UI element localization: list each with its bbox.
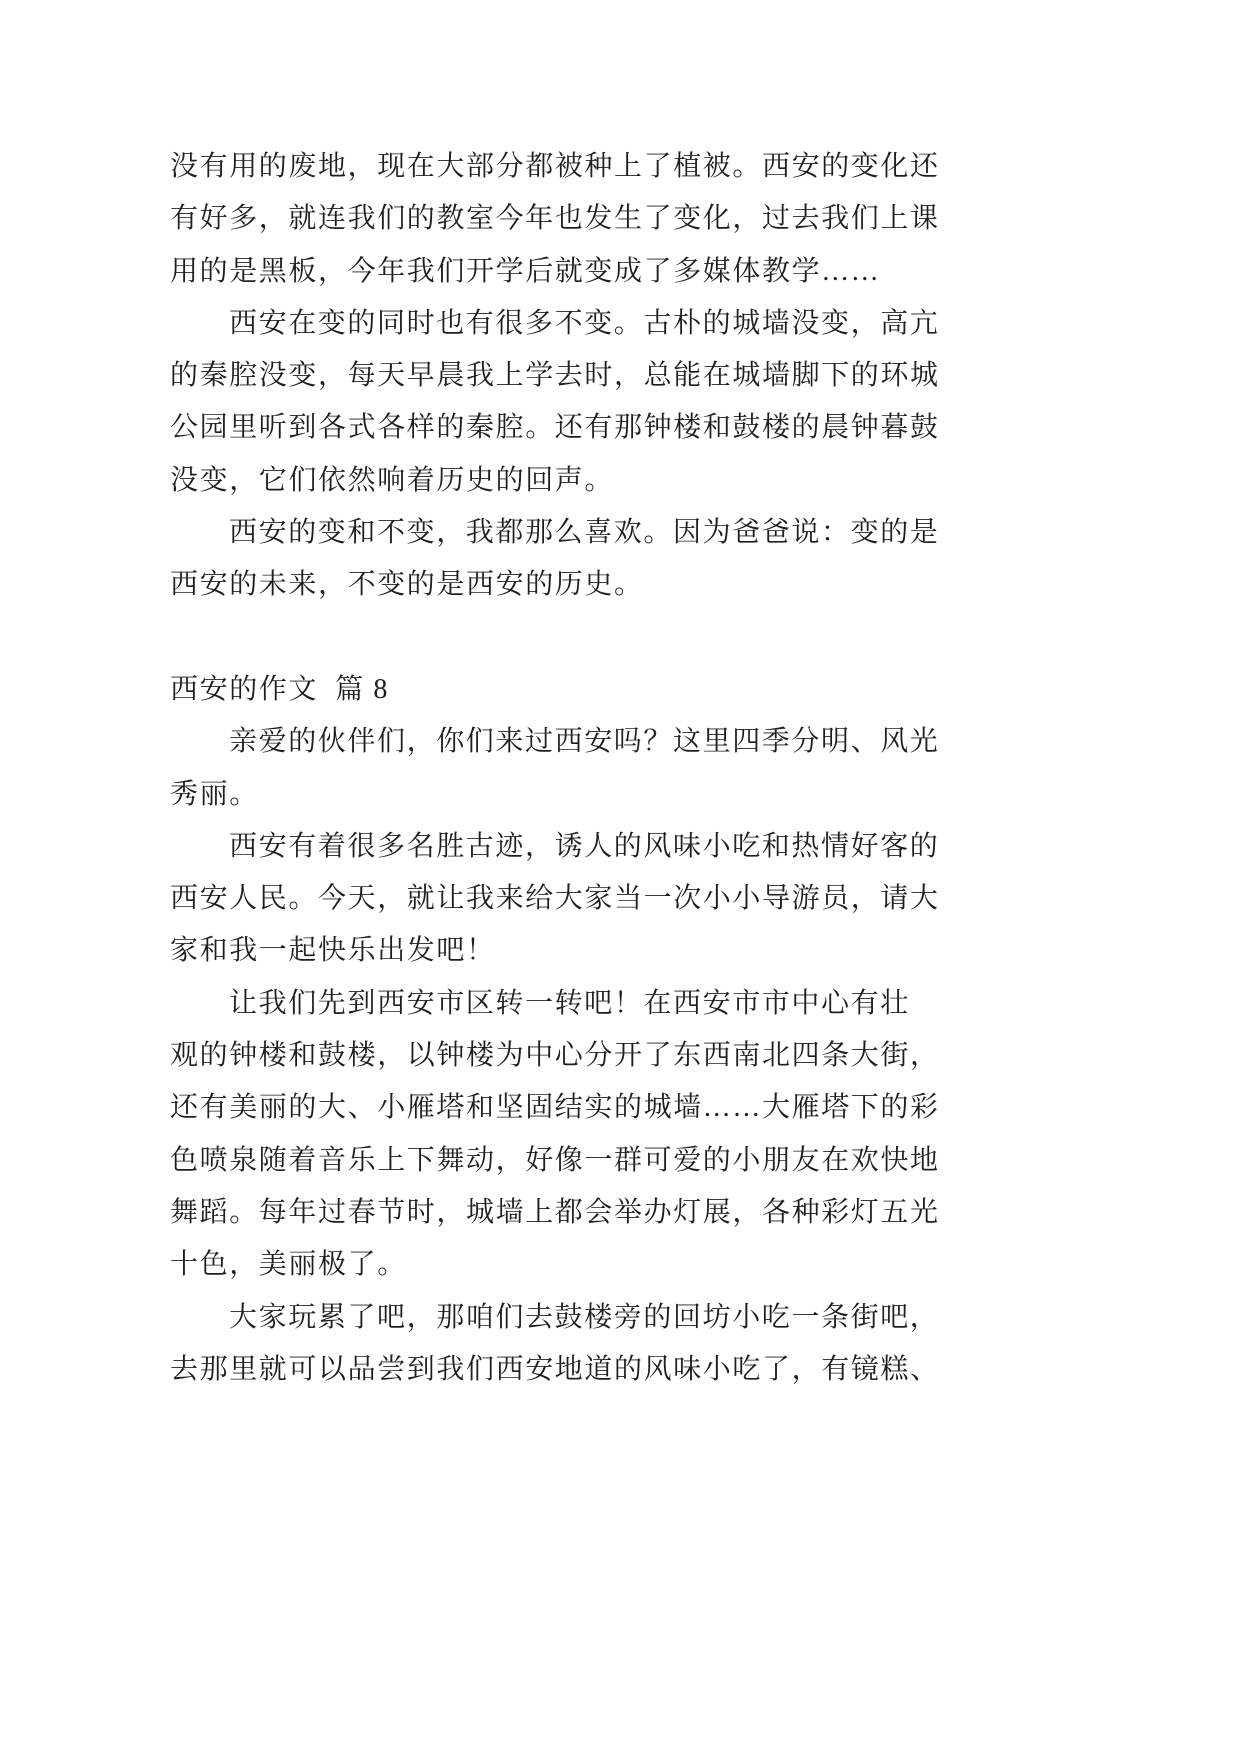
text-line: 观的钟楼和鼓楼，以钟楼为中心分开了东西南北四条大街， xyxy=(170,1040,940,1072)
text-line: 西安人民。今天，就让我来给大家当一次小小导游员，请大 xyxy=(170,883,940,915)
paragraph xyxy=(170,716,990,821)
text-line: 去那里就可以品尝到我们西安地道的风味小吃了，有镜糕、 xyxy=(170,1353,940,1385)
text-line: 大家玩累了吧，那咱们去鼓楼旁的回坊小吃一条街吧， xyxy=(229,1301,940,1333)
text-line: 有好多，就连我们的教室今年也发生了变化，过去我们上课 xyxy=(170,203,940,235)
paragraph xyxy=(170,507,990,612)
text-line: 西安在变的同时也有很多不变。古朴的城墙没变，高亢 xyxy=(229,307,940,339)
document-body xyxy=(170,141,990,1396)
text-line: 西安的未来，不变的是西安的历史。 xyxy=(170,569,644,601)
text-line: 没变，它们依然响着历史的回声。 xyxy=(170,464,615,496)
essay-heading: 西安的作文 篇 8 xyxy=(170,673,390,705)
previous-essay-section xyxy=(170,141,990,612)
text-line: 让我们先到西安市区转一转吧！在西安市市中心有壮 xyxy=(229,987,910,1019)
text-line: 十色，美丽极了。 xyxy=(170,1249,407,1281)
text-line: 用的是黑板，今年我们开学后就变成了多媒体教学…… xyxy=(170,255,881,287)
essay-8-section xyxy=(170,664,990,1396)
text-line: 亲爱的伙伴们，你们来过西安吗？这里四季分明、风光 xyxy=(229,726,940,758)
paragraph xyxy=(170,978,990,1292)
text-line: 西安有着很多名胜古迹，诱人的风味小吃和热情好客的 xyxy=(229,830,940,862)
text-line: 色喷泉随着音乐上下舞动，好像一群可爱的小朋友在欢快地 xyxy=(170,1144,940,1176)
paragraph xyxy=(170,298,990,507)
text-line: 秀丽。 xyxy=(170,778,259,810)
text-line: 舞蹈。每年过春节时，城墙上都会举办灯展，各种彩灯五光 xyxy=(170,1196,940,1228)
text-line: 公园里听到各式各样的秦腔。还有那钟楼和鼓楼的晨钟暮鼓 xyxy=(170,412,940,444)
text-line: 家和我一起快乐出发吧！ xyxy=(170,935,496,967)
text-line: 没有用的废地，现在大部分都被种上了植被。西安的变化还 xyxy=(170,151,940,182)
paragraph xyxy=(170,1292,990,1397)
paragraph xyxy=(170,141,990,298)
text-line: 还有美丽的大、小雁塔和坚固结实的城墙……大雁塔下的彩 xyxy=(170,1092,940,1124)
text-line: 西安的变和不变，我都那么喜欢。因为爸爸说：变的是 xyxy=(229,517,940,549)
paragraph xyxy=(170,821,990,978)
text-line: 的秦腔没变，每天早晨我上学去时，总能在城墙脚下的环城 xyxy=(170,360,940,392)
